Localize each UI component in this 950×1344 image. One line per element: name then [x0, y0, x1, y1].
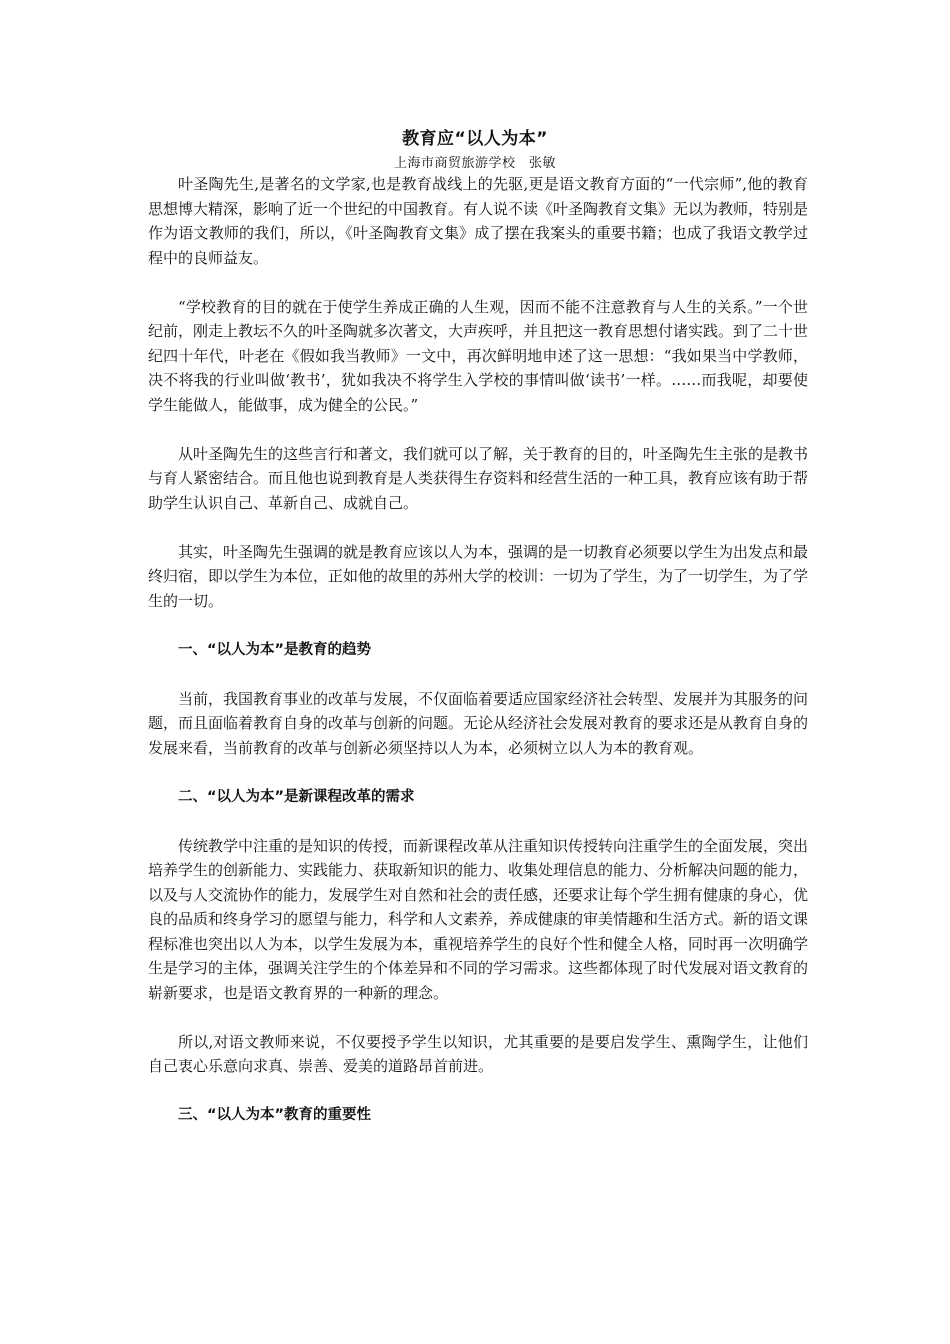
paragraph-6: 传统教学中注重的是知识的传授，而新课程改革从注重知识传授转向注重学生的全面发展，突出培养学生的创新能力、实践能力、获取新知识的能力、收集处理信息的能力、分析解决问题的能力，以及与人交流协作的能力，发展学生对自然和社会的责任感，还要求让每个学生拥有健康的身心，优良的品质和终身学习的愿望与能力，科学和人文素养，养成健康的审美情趣和生活方式。新的语文课程标准也突出以人为本，以学生发展为本，重视培养学生的良好个性和健全人格，同时再一次明确学生是学习的主体，强调关注学生的个体差异和不同的学习需求。这些都体现了时代发展对语文教育的崭新要求，也是语文教育界的一种新的理念。 [148, 836, 809, 1002]
paragraph-1: 叶圣陶先生,是著名的文学家,也是教育战线上的先驱,更是语文教育方面的“一代宗师”,他的教育思想博大精深，影响了近一个世纪的中国教育。有人说不读《叶圣陶教育文集》无以为教师，特别是作为语文教师的我们，所以，《叶圣陶教育文集》成了摆在我案头的重要书籍；也成了我语文教学过程中的良师益友。 [148, 175, 809, 267]
section-heading-3: 三、“以人为本”教育的重要性 [178, 1107, 372, 1123]
document-author: 上海市商贸旅游学校 张敏 [393, 156, 556, 171]
paragraph-4: 其实，叶圣陶先生强调的就是教育应该以人为本，强调的是一切教育必须要以学生为出发点和最终归宿，即以学生为本位，正如他的故里的苏州大学的校训：一切为了学生，为了一切学生，为了学生的一切。 [148, 542, 809, 610]
section-heading-2: 二、“以人为本”是新课程改革的需求 [178, 788, 415, 805]
paragraph-7: 所以,对语文教师来说，不仅要授予学生以知识，尤其重要的是要启发学生、熏陶学生，让他们自己衷心乐意向求真、崇善、爱美的道路昂首前进。 [148, 1032, 808, 1075]
paragraph-2: “学校教育的目的就在于使学生养成正确的人生观，因而不能不注意教育与人生的关系。”一个世纪前，刚走上教坛不久的叶圣陶就多次著文，大声疾呼，并且把这一教育思想付诸实践。到了二十世纪四十年代，叶老在《假如我当教师》一文中，再次鲜明地申述了这一思想：“我如果当中学教师，决不将我的行业叫做‘教书’，犹如我决不将学生入学校的事情叫做‘读书’一样。……而我呢，却要使学生能做人，能做事，成为健全的公民。” [148, 297, 809, 414]
document-body [148, 172, 808, 1128]
paragraph-5: 当前，我国教育事业的改革与发展，不仅面临着要适应国家经济社会转型、发展并为其服务的问题，而且面临着教育自身的改革与创新的问题。无论从经济社会发展对教育的要求还是从教育自身的发展来看，当前教育的改革与创新必须坚持以人为本，必须树立以人为本的教育观。 [148, 689, 809, 757]
section-heading-1: 一、“以人为本”是教育的趋势 [178, 641, 372, 658]
document-title: 教育应“以人为本” [402, 129, 548, 149]
paragraph-3: 从叶圣陶先生的这些言行和著文，我们就可以了解，关于教育的目的，叶圣陶先生主张的是教书与育人紧密结合。而且他也说到教育是人类获得生存资料和经营生活的一种工具，教育应该有助于帮助学生认识自己、革新自己、成就自己。 [148, 444, 809, 512]
